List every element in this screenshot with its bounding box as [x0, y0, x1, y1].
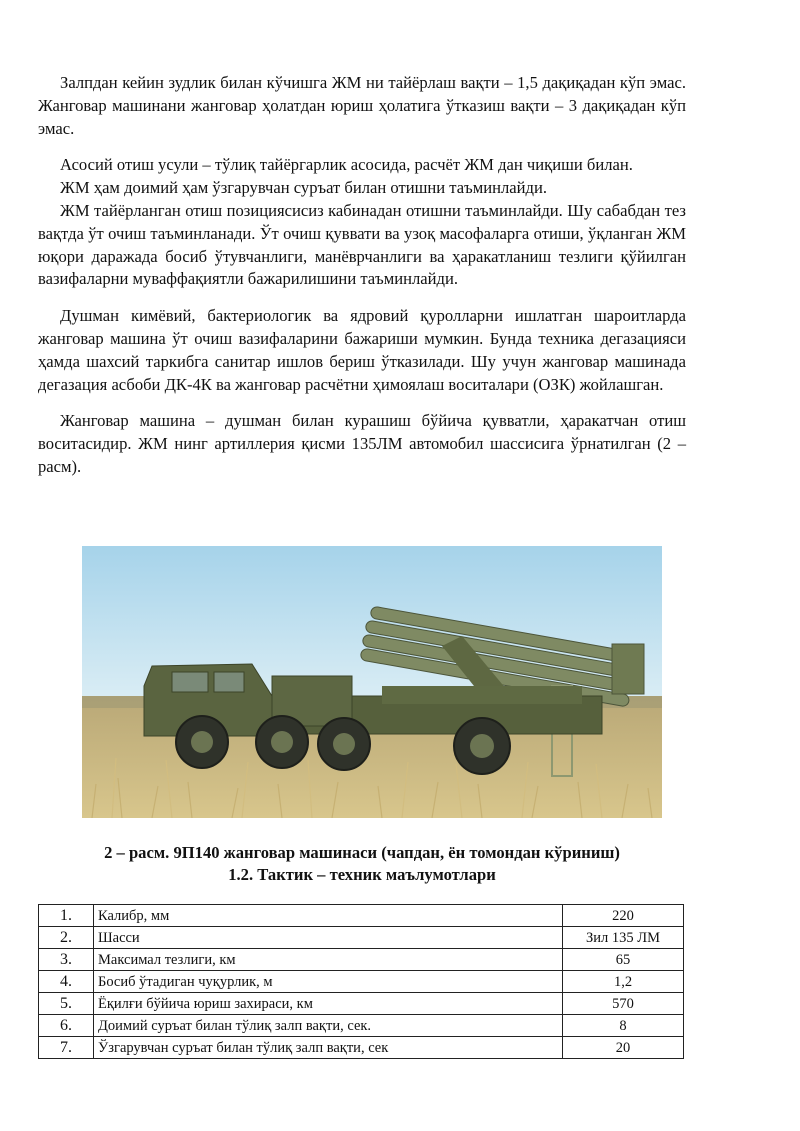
- figure-caption: 2 – расм. 9П140 жанговар машинаси (чапдан, ён томондан кўриниш): [104, 843, 620, 862]
- row-number: 4.: [39, 971, 94, 993]
- row-number: 1.: [39, 905, 94, 927]
- table-row: [39, 1037, 684, 1059]
- paragraph: Душман кимёвий, бактериологик ва ядровий қуролларни ишлатган шароитларда жанговар машина ўт очиш вазифаларини бажариши мумкин. Бунда техника дегазацияси ҳамда шахсий таркибга санитар ишлов бериш ўтказилади. Шу учун жанговар машинада дегазация асбоби ДК-4К ва жанговар расчётни ҳимоялаш воситалари (ОЗК) жойлашган.: [38, 306, 686, 394]
- row-value: 20: [563, 1037, 684, 1059]
- rocket-launcher-illustration: [82, 546, 662, 818]
- table-row: [39, 971, 684, 993]
- row-label: Шасси: [94, 927, 563, 949]
- paragraph: ЖМ тайёрланган отиш позициясисиз кабинадан отишни таъминлайди. Шу сабабдан тез вақтда ўт очиш таъминланади. Ўт очиш қуввати ва узоқ масофаларга отиши, ўқланган ЖМ юқори даражада босиб ўтувчанлиги, манёврчанлиги ва ҳаракатланиш тезлиги қўйилган вазифаларни муваффақиятли бажарилишини таъминлайди.: [38, 200, 686, 289]
- row-value: 570: [563, 993, 684, 1015]
- paragraph: Жанговар машина – душман билан курашиш бўйича қувватли, ҳаракатчан отиш воситасидир. ЖМ нинг артиллерия қисми 135ЛМ автомобил шассисига ўрнатилган (2 – расм).: [38, 411, 686, 476]
- row-value: 8: [563, 1015, 684, 1037]
- row-label: Ёқилғи бўйича юриш захираси, км: [94, 993, 563, 1015]
- paragraph: Залпдан кейин зудлик билан кўчишга ЖМ ни тайёрлаш вақти – 1,5 дақиқадан кўп эмас. Жанговар машинани жанговар ҳолатдан юриш ҳолатига ўтказиш вақти – 3 дақиқадан кўп эмас.: [38, 73, 686, 138]
- row-value: Зил 135 ЛМ: [563, 927, 684, 949]
- table-row: [39, 993, 684, 1015]
- paragraph: ЖМ ҳам доимий ҳам ўзгарувчан суръат билан отишни таъминлайди.: [60, 178, 547, 198]
- vehicle-photo: [82, 546, 662, 818]
- specs-table: [38, 904, 684, 1059]
- row-label: Доимий суръат билан тўлиқ залп вақти, сек.: [94, 1015, 563, 1037]
- row-value: 65: [563, 949, 684, 971]
- row-number: 7.: [39, 1037, 94, 1059]
- row-number: 3.: [39, 949, 94, 971]
- table-row: [39, 927, 684, 949]
- paragraph: Асосий отиш усули – тўлиқ тайёргарлик асосида, расчёт ЖМ дан чиқиши билан.: [60, 155, 633, 175]
- row-label: Калибр, мм: [94, 905, 563, 927]
- row-number: 6.: [39, 1015, 94, 1037]
- table-row: [39, 905, 684, 927]
- table-row: [39, 949, 684, 971]
- row-number: 2.: [39, 927, 94, 949]
- row-label: Ўзгарувчан суръат билан тўлиқ залп вақти, сек: [94, 1037, 563, 1059]
- row-number: 5.: [39, 993, 94, 1015]
- row-value: 1,2: [563, 971, 684, 993]
- row-label: Максимал тезлиги, км: [94, 949, 563, 971]
- row-label: Босиб ўтадиган чуқурлик, м: [94, 971, 563, 993]
- body-text: [38, 72, 686, 479]
- row-value: 220: [563, 905, 684, 927]
- table-row: [39, 1015, 684, 1037]
- table-title: 1.2. Тактик – техник маълумотлари: [228, 865, 496, 884]
